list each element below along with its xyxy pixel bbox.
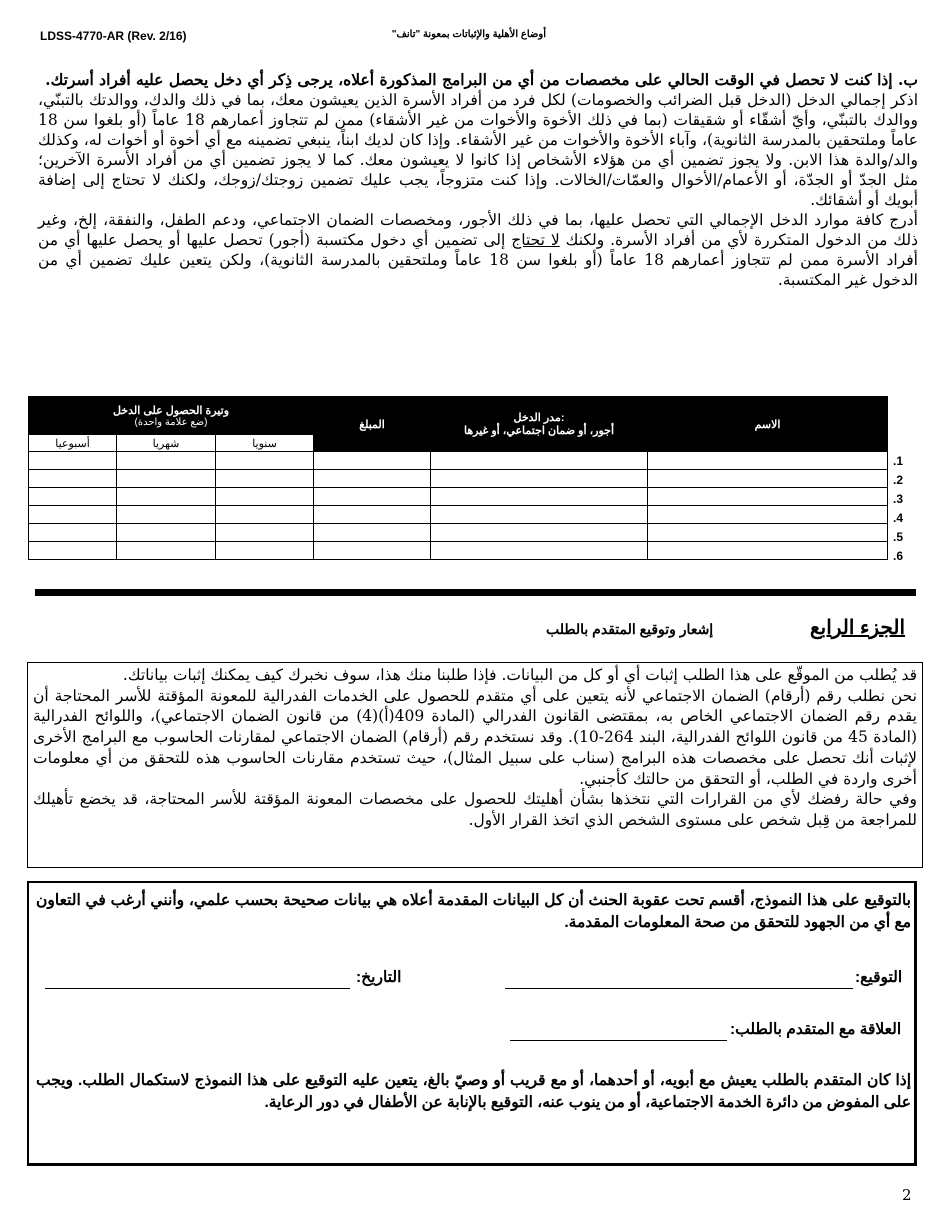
closing-text: إذا كان المتقدم بالطلب يعيش مع أبويه، أو أحدهما، أو مع قريب أو وصيّ بالغ، يتعين عليه التوقيع على هذا النموذج لاستكمال الطلب. ويجب على المفوض من دائرة الخدمة الاجتماعية، أو من ينوب عنه، التوقيع بالإنابة عن الأطفال في دور الرعاية. [36, 1072, 911, 1111]
monthly-cell[interactable] [117, 488, 216, 506]
relationship-label: العلاقة مع المتقدم بالطلب: [730, 1021, 902, 1038]
annual-cell[interactable] [216, 506, 314, 524]
freq-monthly-label: شهريا [117, 435, 216, 452]
notice-paragraph: نحن نطلب رقم (أرقام) الضمان الاجتماعي لأنه يتعين على أي متقدم للحصول على الخدمات الفدرالية للمعونة المؤقتة للأسر المحتاجة أن يقدم رقم الضمان الاجتماعي الخاص به، بمقتضى القانون الفدرالي (المادة 409(أ)(4) من قانون الضمان الاجتماعي)، واللوائح الفدرالية (المادة 45 من قانون اللوائح الفدرالية، البند 264-10). وقد نستخدم رقم (أرقام) الضمان الاجتماعي لمقارنات الحاسوب مع البرامج الأخرى لإثبات أنك تحصل على مخصصات هذه البرامج (سناب على سبيل المثال)، حيث تستخدم مقارنات الحاسوب هذه للتحقق من أي معلومات أخرى واردة في الطلب، أو التحقق من حالتك كأجنبي. [33, 686, 917, 788]
table-row [29, 470, 888, 488]
name-cell[interactable] [648, 542, 888, 560]
row-number: .3 [893, 492, 904, 506]
amount-cell[interactable] [314, 488, 431, 506]
annual-cell[interactable] [216, 524, 314, 542]
page-number: 2 [902, 1186, 912, 1204]
section-b-para2-start: أدرج كافة موارد الدخل الإجمالي التي تحصل عليها، بما في ذلك الأجور، ومخصصات الضمان الاجتماعي، ودعم الطفل، والنفقة، إلخ، وغير ذلك من الدخول المتكررة لأي من أفراد الأسرة. ولكنك [38, 211, 918, 249]
date-line[interactable] [45, 988, 350, 989]
section-b-para1: اذكر إجمالي الدخل (الدخل قبل الضرائب والخصومات) لكل فرد من أفراد الأسرة الذين يعيشون معك، بما في ذلك والدك، ووالدتك بالتبنّي، ووالدك بالتبنّي، وأيّ أشقّاء أو شقيقات (بما في ذلك الأخوة والأخوات من غير الأشقاء) ممن لم تتجاوز أعمارهم 18 عاماً (أو بلغوا سن 18 عاماً وملتحقين بالمدرسة الثانوية)، وآباء الأخوة والأخوات من غير الأشقاء. وإذا كان لديك ابناً، ينبغي تضمينه مع أي أخوة أو أخوات له، وكذلك والد/والدة هذا الابن. ولا يجوز تضمين أي من هؤلاء الأشخاص إذا كانوا لا يعيشون معك. كما لا يجوز تضمين أي من أفراد الأسرة الآخرين؛ مثل الجدّ أو الجدّة، أو الأعمام/الأخوال والعمّات/الخالات. وإذا كنت متزوجاً، يجب عليك تضمين زوجتك/زوجك، ولكنك لا تحتاج إلى إضافة أبويك أو أشقائك. [38, 91, 918, 209]
section-b [38, 70, 918, 290]
amount-cell[interactable] [314, 470, 431, 488]
name-cell[interactable] [648, 470, 888, 488]
source-cell[interactable] [431, 470, 648, 488]
amount-cell[interactable] [314, 542, 431, 560]
amount-cell[interactable] [314, 452, 431, 470]
table-row [29, 452, 888, 470]
row-number: .6 [893, 549, 904, 563]
date-label: التاريخ: [356, 969, 402, 986]
part4-subtitle: إشعار وتوقيع المتقدم بالطلب [546, 621, 714, 637]
amount-cell[interactable] [314, 524, 431, 542]
source-cell[interactable] [431, 452, 648, 470]
section-b-para2-underlined: لا تحتاج [511, 231, 560, 249]
weekly-cell[interactable] [29, 524, 117, 542]
weekly-cell[interactable] [29, 452, 117, 470]
weekly-cell[interactable] [29, 488, 117, 506]
source-cell[interactable] [431, 524, 648, 542]
monthly-cell[interactable] [117, 524, 216, 542]
weekly-cell[interactable] [29, 470, 117, 488]
col-amount-header: المبلغ [314, 397, 431, 452]
signature-line[interactable] [505, 988, 853, 989]
source-cell[interactable] [431, 506, 648, 524]
table-row [29, 542, 888, 560]
section-b-para2-end: إلى تضمين أي دخول مكتسبة (أجور) تحصل عليها أو يحصل عليها أي من أفراد الأسرة ممن لم تتجاوز أعمارهم 18 عاماً (أو بلغوا سن 18 عاماً وملتحقين بالمدرسة الثانوية)، ولكن يتعين عليك تضمين أي من الدخول غير المكتسبة. [38, 231, 918, 289]
freq-annual-label: سنويا [216, 435, 314, 452]
income-table [28, 396, 888, 560]
part4-title: الجزء الرابع [810, 617, 906, 639]
col-source-title: مدر الدخل: [513, 412, 565, 424]
annual-cell[interactable] [216, 452, 314, 470]
weekly-cell[interactable] [29, 506, 117, 524]
monthly-cell[interactable] [117, 452, 216, 470]
name-cell[interactable] [648, 524, 888, 542]
section-b-para2 [38, 210, 918, 290]
row-number: .1 [893, 454, 904, 468]
relationship-line[interactable] [510, 1040, 727, 1041]
annual-cell[interactable] [216, 488, 314, 506]
source-cell[interactable] [431, 488, 648, 506]
row-number: .5 [893, 530, 904, 544]
freq-weekly-label: أسبوعيا [29, 435, 117, 452]
name-cell[interactable] [648, 488, 888, 506]
section-divider [35, 589, 916, 596]
weekly-cell[interactable] [29, 542, 117, 560]
source-cell[interactable] [431, 542, 648, 560]
col-frequency-header [29, 397, 314, 435]
table-row [29, 488, 888, 506]
monthly-cell[interactable] [117, 542, 216, 560]
section-b-title: ب. إذا كنت لا تحصل في الوقت الحالي على مخصصات من أي من البرامج المذكورة أعلاه، يرجى ذِكر أي دخل يحصل عليه أفراد أسرتك. [45, 70, 918, 89]
signature-label: التوقيع: [855, 969, 903, 986]
annual-cell[interactable] [216, 470, 314, 488]
form-title: أوضاع الأهلية والإثباتات بمعونة "تانف" [391, 29, 546, 40]
col-frequency-sub: (ضع علامة واحدة) [134, 416, 208, 428]
col-name-header: الاسم [648, 397, 888, 452]
row-number: .4 [893, 511, 904, 525]
monthly-cell[interactable] [117, 470, 216, 488]
certification-text: بالتوقيع على هذا النموذج، أقسم تحت عقوبة الحنث أن كل البيانات المقدمة أعلاه هي بيانات صحيحة بحسب علمي، وأنني أرغب في التعاون مع أي من الجهود للتحقق من صحة المعلومات المقدمة. [36, 892, 911, 931]
table-row [29, 506, 888, 524]
form-id: LDSS-4770-AR (Rev. 2/16) [40, 29, 187, 43]
row-number: .2 [893, 473, 904, 487]
row-numbers [893, 452, 917, 566]
annual-cell[interactable] [216, 542, 314, 560]
col-frequency-title: وتيرة الحصول على الدخل [112, 404, 230, 417]
table-row [29, 524, 888, 542]
col-source-sub: أجور، أو ضمان اجتماعي، أو غيرها [464, 425, 615, 437]
amount-cell[interactable] [314, 506, 431, 524]
notice-paragraph: قد يُطلب من الموقّع على هذا الطلب إثبات أي أو كل من البيانات. فإذا طلبنا منك هذا، سوف نخبرك كيف يمكنك إثبات بياناتك. [122, 666, 917, 684]
col-source-header [431, 397, 648, 452]
name-cell[interactable] [648, 452, 888, 470]
notice-box [27, 662, 923, 868]
name-cell[interactable] [648, 506, 888, 524]
monthly-cell[interactable] [117, 506, 216, 524]
notice-paragraph: وفي حالة رفضك لأي من القرارات التي نتخذها بشأن أهليتك للحصول على مخصصات المعونة المؤقتة للأسر المحتاجة، قد يخضع تأهيلك للمراجعة من قِبل شخص على مستوى الشخص الذي اتخذ القرار الأول. [33, 790, 917, 829]
